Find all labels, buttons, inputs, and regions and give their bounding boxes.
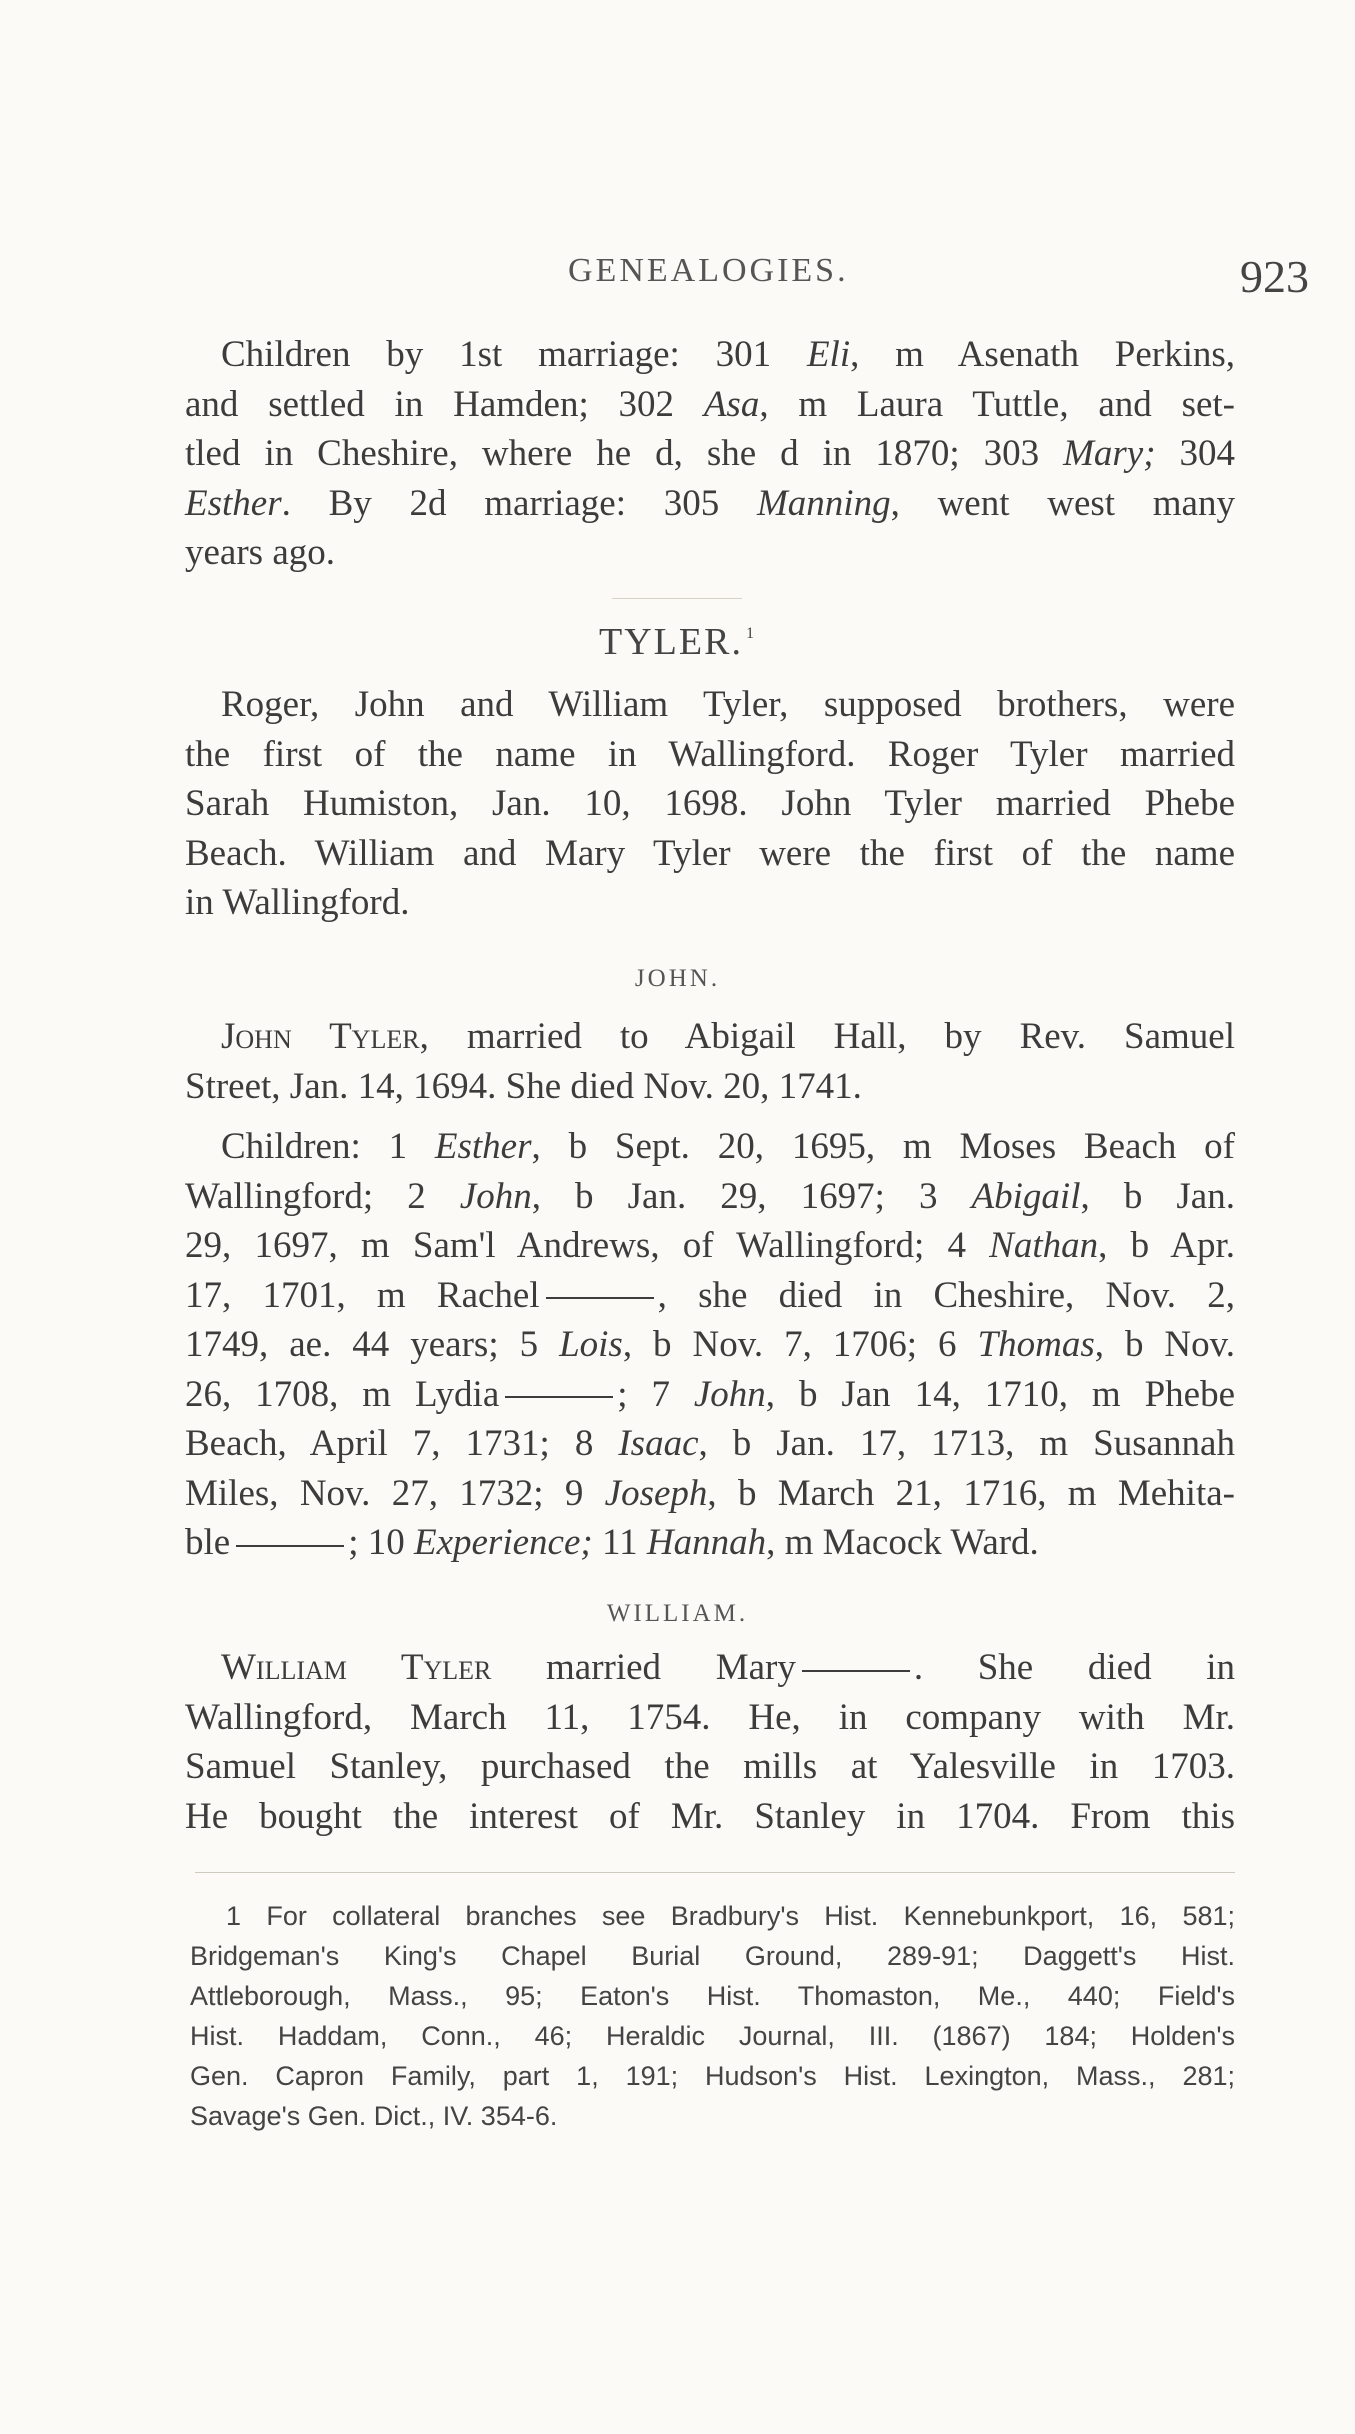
blank-dash — [546, 1297, 654, 1299]
text-line: 29, 1697, m Sam'l Andrews, of Wallingford; 4 Nathan, b Apr. — [185, 1225, 1235, 1266]
paragraph-john — [185, 1012, 1235, 1111]
section-title: TYLER. $^1$ — [599, 621, 756, 663]
paragraph-children-first-marriage — [185, 330, 1235, 578]
text-line: Wallingford; 2 John, b Jan. 29, 1697; 3 Abigail, b Jan. — [185, 1175, 1235, 1217]
footnote-line: Bridgeman's King's Chapel Burial Ground, 289-91; Daggett's Hist. — [190, 1941, 1235, 1971]
subheading-john: JOHN. — [634, 965, 721, 992]
footnote-line: 1 For collateral branches see Bradbury's Hist. Kennebunkport, 16, 581; — [226, 1901, 1235, 1931]
text-line: Beach, April 7, 1731; 8 Isaac, b Jan. 17, 1713, m Susannah — [185, 1423, 1235, 1464]
footnote-line: Gen. Capron Family, part 1, 191; Hudson's Hist. Lexington, Mass., 281; — [190, 2061, 1235, 2091]
text-line: He bought the interest of Mr. Stanley in 1704. From this — [185, 1795, 1235, 1837]
blank-dash — [802, 1670, 910, 1672]
footnote — [190, 1896, 1235, 2136]
running-title: GENEALOGIES. — [568, 252, 849, 289]
text-line: and settled in Hamden; 302 Asa, m Laura Tuttle, and set- — [185, 383, 1235, 425]
footnote-line: Savage's Gen. Dict., IV. 354-6. — [190, 2101, 558, 2131]
text-line: 26, 1708, m Lydia ; 7 John, b Jan 14, 1710, m Phebe — [185, 1373, 1235, 1415]
paragraph-children-john — [185, 1122, 1235, 1568]
text-line: Esther. By 2d marriage: 305 Manning, went west many — [185, 482, 1235, 524]
text-line: tled in Cheshire, where he d, she d in 1870; 303 Mary; 304 — [185, 433, 1235, 474]
text-line: Beach. William and Mary Tyler were the first of the name — [185, 832, 1235, 874]
blank-dash — [505, 1396, 613, 1398]
text-line: Sarah Humiston, Jan. 10, 1698. John Tyler married Phebe — [185, 783, 1235, 824]
text-line: Samuel Stanley, purchased the mills at Yalesville in 1703. — [185, 1746, 1235, 1787]
text-line: Roger, John and William Tyler, supposed brothers, were — [221, 684, 1235, 725]
text-line: Miles, Nov. 27, 1732; 9 Joseph, b March 21, 1716, m Mehita- — [185, 1472, 1235, 1514]
text-line: in Wallingford. — [185, 882, 410, 923]
text-line: William Tyler married Mary . She died in — [221, 1647, 1235, 1688]
footnote-marker: 1 — [745, 625, 756, 642]
text-line: 1749, ae. 44 years; 5 Lois, b Nov. 7, 1706; 6 Thomas, b Nov. — [185, 1324, 1235, 1365]
footnote-line: Hist. Haddam, Conn., 46; Heraldic Journal, III. (1867) 184; Holden's — [190, 2021, 1235, 2051]
text-line: years ago. — [185, 532, 335, 573]
footnote-line: Attleborough, Mass., 95; Eaton's Hist. Thomaston, Me., 440; Field's — [190, 1981, 1235, 2011]
footnote-rule — [195, 1872, 1235, 1873]
page-number: 923 — [1240, 251, 1309, 302]
text-line: 17, 1701, m Rachel , she died in Cheshire, Nov. 2, — [185, 1274, 1235, 1316]
paragraph-intro — [185, 680, 1235, 928]
text-line: Children by 1st marriage: 301 Eli, m Asenath Perkins, — [221, 334, 1235, 375]
text-line: ble ; 10 Experience; 11 Hannah, m Macock Ward. — [185, 1522, 1039, 1563]
text-line: John Tyler, married to Abigail Hall, by Rev. Samuel — [221, 1016, 1236, 1057]
section-divider — [612, 598, 742, 599]
blank-dash — [236, 1545, 344, 1547]
subheading-william: WILLIAM. — [606, 1600, 749, 1627]
text-line: the first of the name in Wallingford. Roger Tyler married — [185, 733, 1235, 775]
paragraph-william — [185, 1643, 1235, 1841]
running-head — [0, 250, 1355, 310]
text-line: Wallingford, March 11, 1754. He, in company with Mr. — [185, 1696, 1235, 1738]
text-line: Street, Jan. 14, 1694. She died Nov. 20, 1741. — [185, 1065, 862, 1107]
text-line: Children: 1 Esther, b Sept. 20, 1695, m Moses Beach of — [221, 1126, 1235, 1167]
